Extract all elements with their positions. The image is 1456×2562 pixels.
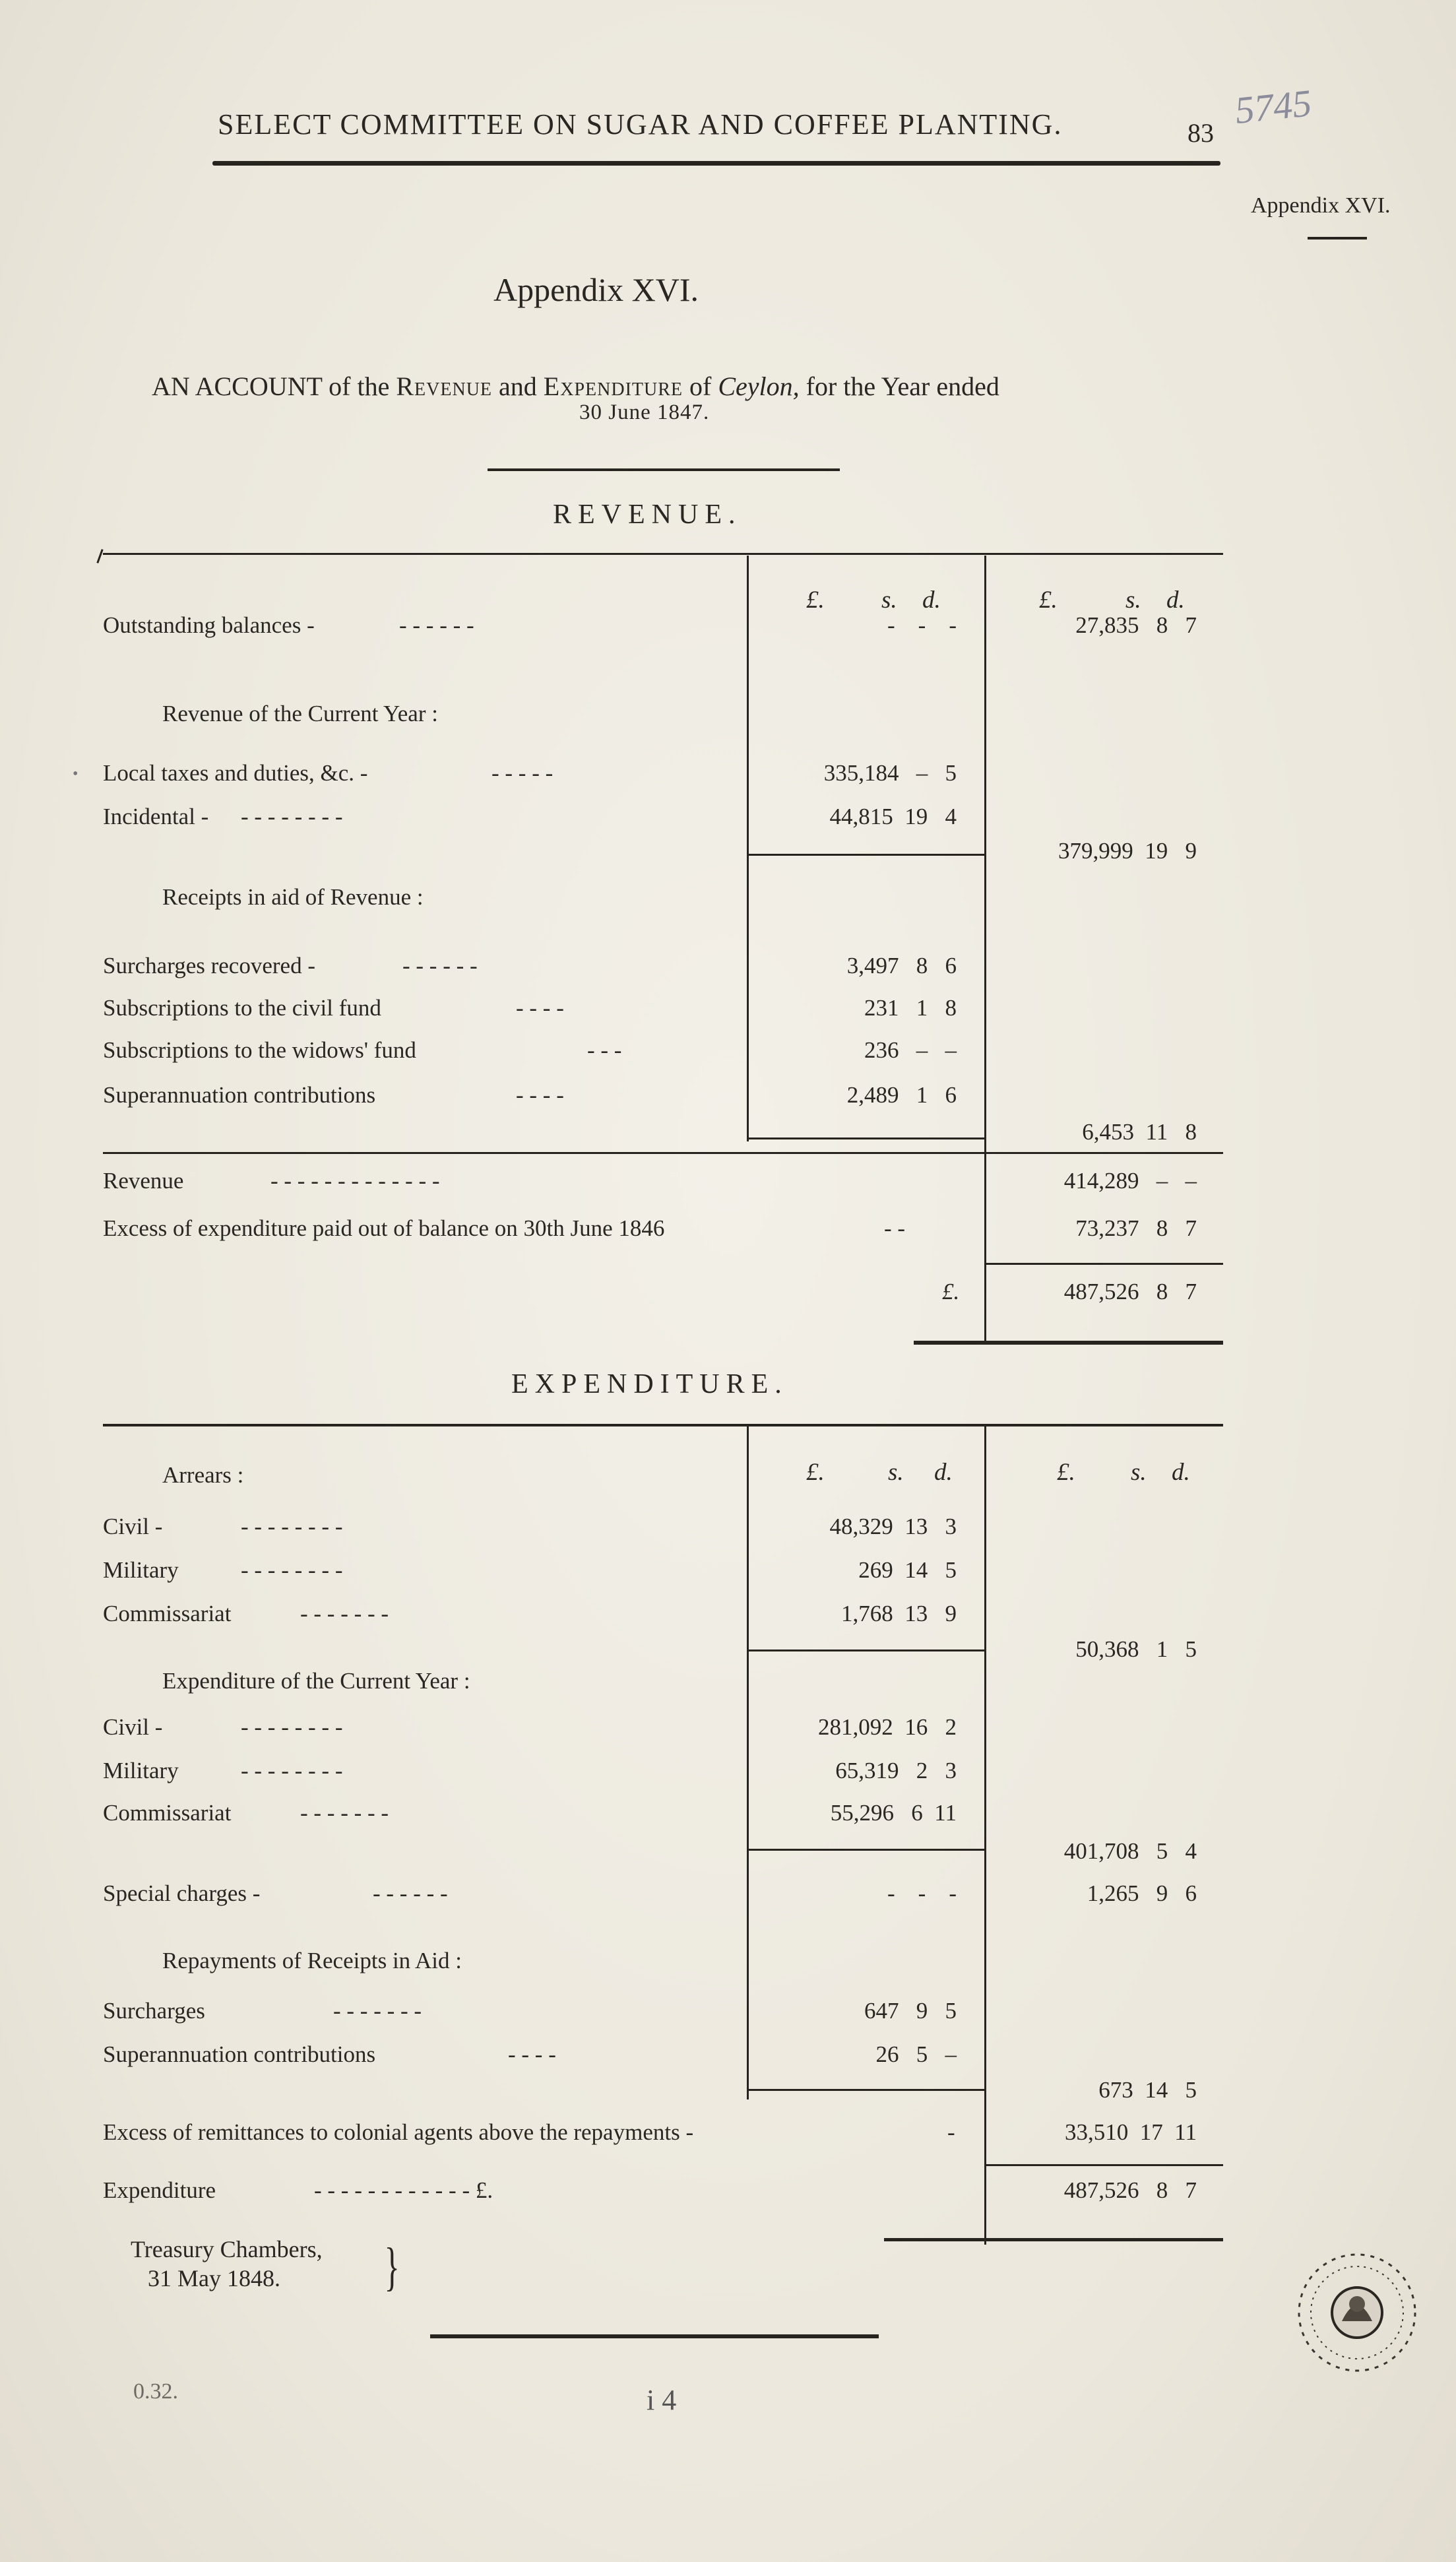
row-label: Expenditure (103, 2177, 216, 2203)
leader-dashes: - - - - (508, 2041, 556, 2067)
leader-dashes: - - - - (516, 1082, 564, 1108)
col1-amount: 26 5 – (875, 2041, 957, 2067)
leader-dashes: - - - (587, 1037, 622, 1063)
col1-amount: 236 – – (864, 1037, 957, 1063)
row-label: Excess of remittances to colonial agents above the repayments - (103, 2119, 694, 2145)
bottom-rule (430, 2334, 879, 2338)
rev-surcharges-row (0, 953, 1456, 987)
rev-civil-fund-row (0, 995, 1456, 1029)
rev-bottom-rule (914, 1341, 1223, 1345)
account-title-prefix: AN ACCOUNT of the (152, 371, 390, 401)
leader-dashes: - - - - - - (399, 612, 474, 638)
col1-amount: 231 1 8 (864, 995, 957, 1021)
rev-mid-rule (103, 1152, 1223, 1154)
col2-amount: 73,237 8 7 (1075, 1215, 1197, 1241)
col2-amount: 379,999 19 9 (1058, 838, 1197, 864)
signature-block (131, 2235, 323, 2293)
account-title-place: Ceylon, (718, 371, 800, 401)
exp-total-rule (984, 2164, 1223, 2166)
subheading: Receipts in aid of Revenue : (162, 884, 424, 910)
signature-brace: } (384, 2238, 400, 2296)
running-header-title: SELECT COMMITTEE ON SUGAR AND COFFEE PLANTING. (218, 108, 1063, 141)
account-title-revenue: Revenue (396, 371, 493, 401)
row-label: Local taxes and duties, &c. - (103, 760, 368, 786)
leader-dashes: - - - - - - - - (241, 1714, 343, 1740)
leader-dashes: - - - - - - - - - - - - £. (314, 2177, 493, 2203)
rev-col1-pence-head: d. (922, 587, 941, 614)
col1-amount: 2,489 1 6 (846, 1082, 957, 1108)
rev-col1-pounds-head: £. (806, 587, 825, 614)
col2-amount: 1,265 9 6 (1087, 1880, 1197, 1906)
col1-amount: - - - (887, 1880, 957, 1906)
subheading: Arrears : (162, 1462, 244, 1488)
rev-widows-fund-row (0, 1037, 1456, 1072)
row-label: Superannuation contributions (103, 2041, 376, 2067)
row-label: Surcharges (103, 1998, 205, 2024)
col2-amount: 487,526 8 7 (1063, 2177, 1197, 2203)
col1-amount: 281,092 16 2 (818, 1714, 957, 1740)
margin-dot: • (73, 765, 79, 783)
leader-dashes: - - - - - - - - (241, 1758, 343, 1783)
row-label: Military (103, 1758, 179, 1783)
leader-dashes: - - - - - - - (300, 1800, 389, 1826)
revenue-section-title: REVENUE. (553, 499, 742, 530)
leader-dashes: - - - - - (491, 760, 554, 786)
exp-repay-surcharges-row (0, 1998, 1456, 2032)
col2-amount: 50,368 1 5 (1075, 1636, 1197, 1662)
exp-sum3-row (0, 2077, 1456, 2111)
row-label: Civil - (103, 1714, 163, 1740)
account-title-expenditure: Expenditure (543, 371, 683, 401)
exp-col2-pence-head: d. (1172, 1459, 1190, 1486)
leader-dashes: - - - - (516, 995, 564, 1021)
exp-col2-shillings-head: s. (1131, 1459, 1147, 1486)
col1-amount: 269 14 5 (858, 1557, 957, 1583)
signature-line1: Treasury Chambers, (131, 2236, 323, 2262)
row-label: Commissariat (103, 1601, 232, 1626)
handwritten-folio-number: 5745 (1232, 81, 1314, 132)
rev-col1-shillings-head: s. (881, 587, 897, 614)
exp-repay-superannuation-row (0, 2041, 1456, 2076)
pound-mark: £. (942, 1279, 960, 1304)
exp-sum2-row (0, 1838, 1456, 1873)
leader-dashes: - - - - - - (373, 1880, 448, 1906)
rev-col2-pounds-head: £. (1039, 587, 1058, 614)
rev-excess-row (0, 1215, 1456, 1250)
row-label: Commissariat (103, 1800, 232, 1826)
row-label: Surcharges recovered - (103, 953, 315, 978)
col1-amount: 335,184 – 5 (823, 760, 957, 786)
rev-total-row (0, 1168, 1456, 1202)
appendix-heading: Appendix XVI. (493, 271, 699, 308)
col2-amount: 6,453 11 8 (1082, 1119, 1197, 1145)
exp-arrears-civil-row (0, 1514, 1456, 1548)
exp-col1-shillings-head: s. (888, 1459, 904, 1486)
footer-sheet-mark: i 4 (647, 2384, 677, 2416)
col1-amount: 1,768 13 9 (841, 1601, 957, 1626)
rev-col2-pence-head: d. (1166, 587, 1185, 614)
col2-amount: 401,708 5 4 (1063, 1838, 1197, 1864)
leader-dashes: - (947, 2119, 955, 2145)
exp-current-civil-row (0, 1714, 1456, 1748)
exp-arrears-commissariat-row (0, 1601, 1456, 1635)
exp-special-row (0, 1880, 1456, 1915)
margin-appendix-note: Appendix XVI. (1251, 193, 1391, 218)
title-rule (488, 468, 840, 471)
expenditure-top-rule (103, 1424, 1223, 1426)
signature-line2: 31 May 1848. (148, 2264, 280, 2291)
exp-current-commissariat-row (0, 1800, 1456, 1834)
page-number: 83 (1187, 118, 1214, 148)
row-label: Military (103, 1557, 179, 1583)
col1-amount: 647 9 5 (864, 1998, 957, 2024)
row-label: Civil - (103, 1514, 163, 1539)
exp-current-heading (0, 1668, 1456, 1702)
col1-amount: - - - (887, 612, 957, 638)
leader-dashes: - - - - - - - - (241, 1557, 343, 1583)
row-label: Outstanding balances - (103, 612, 315, 638)
exp-repay-heading (0, 1948, 1456, 1982)
leader-dashes: - - - - - - - - - - - - - (270, 1168, 440, 1194)
exp-sum1-row (0, 1636, 1456, 1671)
col1-amount: 3,497 8 6 (846, 953, 957, 978)
col1-amount: 44,815 19 4 (829, 804, 957, 829)
header-rule (212, 161, 1220, 166)
library-stamp-icon (1288, 2243, 1426, 2382)
subheading: Repayments of Receipts in Aid : (162, 1948, 462, 1973)
col1-amount: 55,296 6 11 (830, 1800, 957, 1826)
subheading: Expenditure of the Current Year : (162, 1668, 470, 1694)
rev-grand-row (0, 1279, 1456, 1313)
col2-amount: 414,289 – – (1063, 1168, 1197, 1194)
leader-dashes: - - - - - - - - (241, 804, 343, 829)
exp-excess-row (0, 2119, 1456, 2154)
rev-outstanding-row (0, 612, 1456, 647)
expenditure-section-title: EXPENDITURE. (511, 1369, 788, 1399)
exp-col2-pounds-head: £. (1057, 1459, 1075, 1486)
account-title-suffix: for the Year ended (806, 371, 999, 401)
rev-current-heading (0, 701, 1456, 735)
exp-col1-pounds-head: £. (806, 1459, 825, 1486)
exp-arrears-military-row (0, 1557, 1456, 1591)
col2-amount: 33,510 17 11 (1065, 2119, 1197, 2145)
exp-col1-pence-head: d. (934, 1459, 953, 1486)
exp-bottom-rule (884, 2238, 1223, 2241)
col1-amount: 48,329 13 3 (829, 1514, 957, 1539)
rev-grand-rule (984, 1263, 1223, 1265)
leader-dashes: - - - - - - - (333, 1998, 422, 2024)
footer-signature-mark: 0.32. (133, 2379, 178, 2404)
leader-dashes: - - - - - - - (300, 1601, 389, 1626)
col2-amount: 673 14 5 (1098, 2077, 1197, 2103)
row-label: Revenue (103, 1168, 184, 1194)
exp-total-row (0, 2177, 1456, 2212)
row-label: Superannuation contributions (103, 1082, 376, 1108)
row-label: Subscriptions to the widows' fund (103, 1037, 416, 1063)
col2-amount: 487,526 8 7 (1063, 1279, 1197, 1304)
account-title-line1 (152, 371, 999, 402)
col2-amount: 27,835 8 7 (1075, 612, 1197, 638)
rev-incidental-row (0, 804, 1456, 838)
exp-arrears-heading (0, 1462, 1456, 1496)
account-title-and: and (499, 371, 537, 401)
margin-rule (1308, 237, 1367, 240)
col1-amount: 65,319 2 3 (835, 1758, 957, 1783)
rev-superannuation-row (0, 1082, 1456, 1116)
rev-aid-heading (0, 884, 1456, 918)
subheading: Revenue of the Current Year : (162, 701, 438, 726)
rev-col2-shillings-head: s. (1125, 587, 1141, 614)
revenue-top-rule (103, 553, 1223, 555)
row-label: Subscriptions to the civil fund (103, 995, 381, 1021)
leader-dashes: - - - - - - (402, 953, 478, 978)
row-label: Incidental - (103, 804, 209, 829)
account-title-line2: 30 June 1847. (579, 400, 710, 424)
account-title-of: of (689, 371, 712, 401)
rev-local-row (0, 760, 1456, 794)
row-label: Excess of expenditure paid out of balance on 30th June 1846 (103, 1215, 665, 1241)
rev-sum2-row (0, 1119, 1456, 1153)
exp-current-military-row (0, 1758, 1456, 1792)
rev-sum1-row (0, 838, 1456, 872)
leader-dashes: - - - - - - - - (241, 1514, 343, 1539)
row-label: Special charges - (103, 1880, 261, 1906)
leader-dashes: - - (884, 1215, 906, 1241)
